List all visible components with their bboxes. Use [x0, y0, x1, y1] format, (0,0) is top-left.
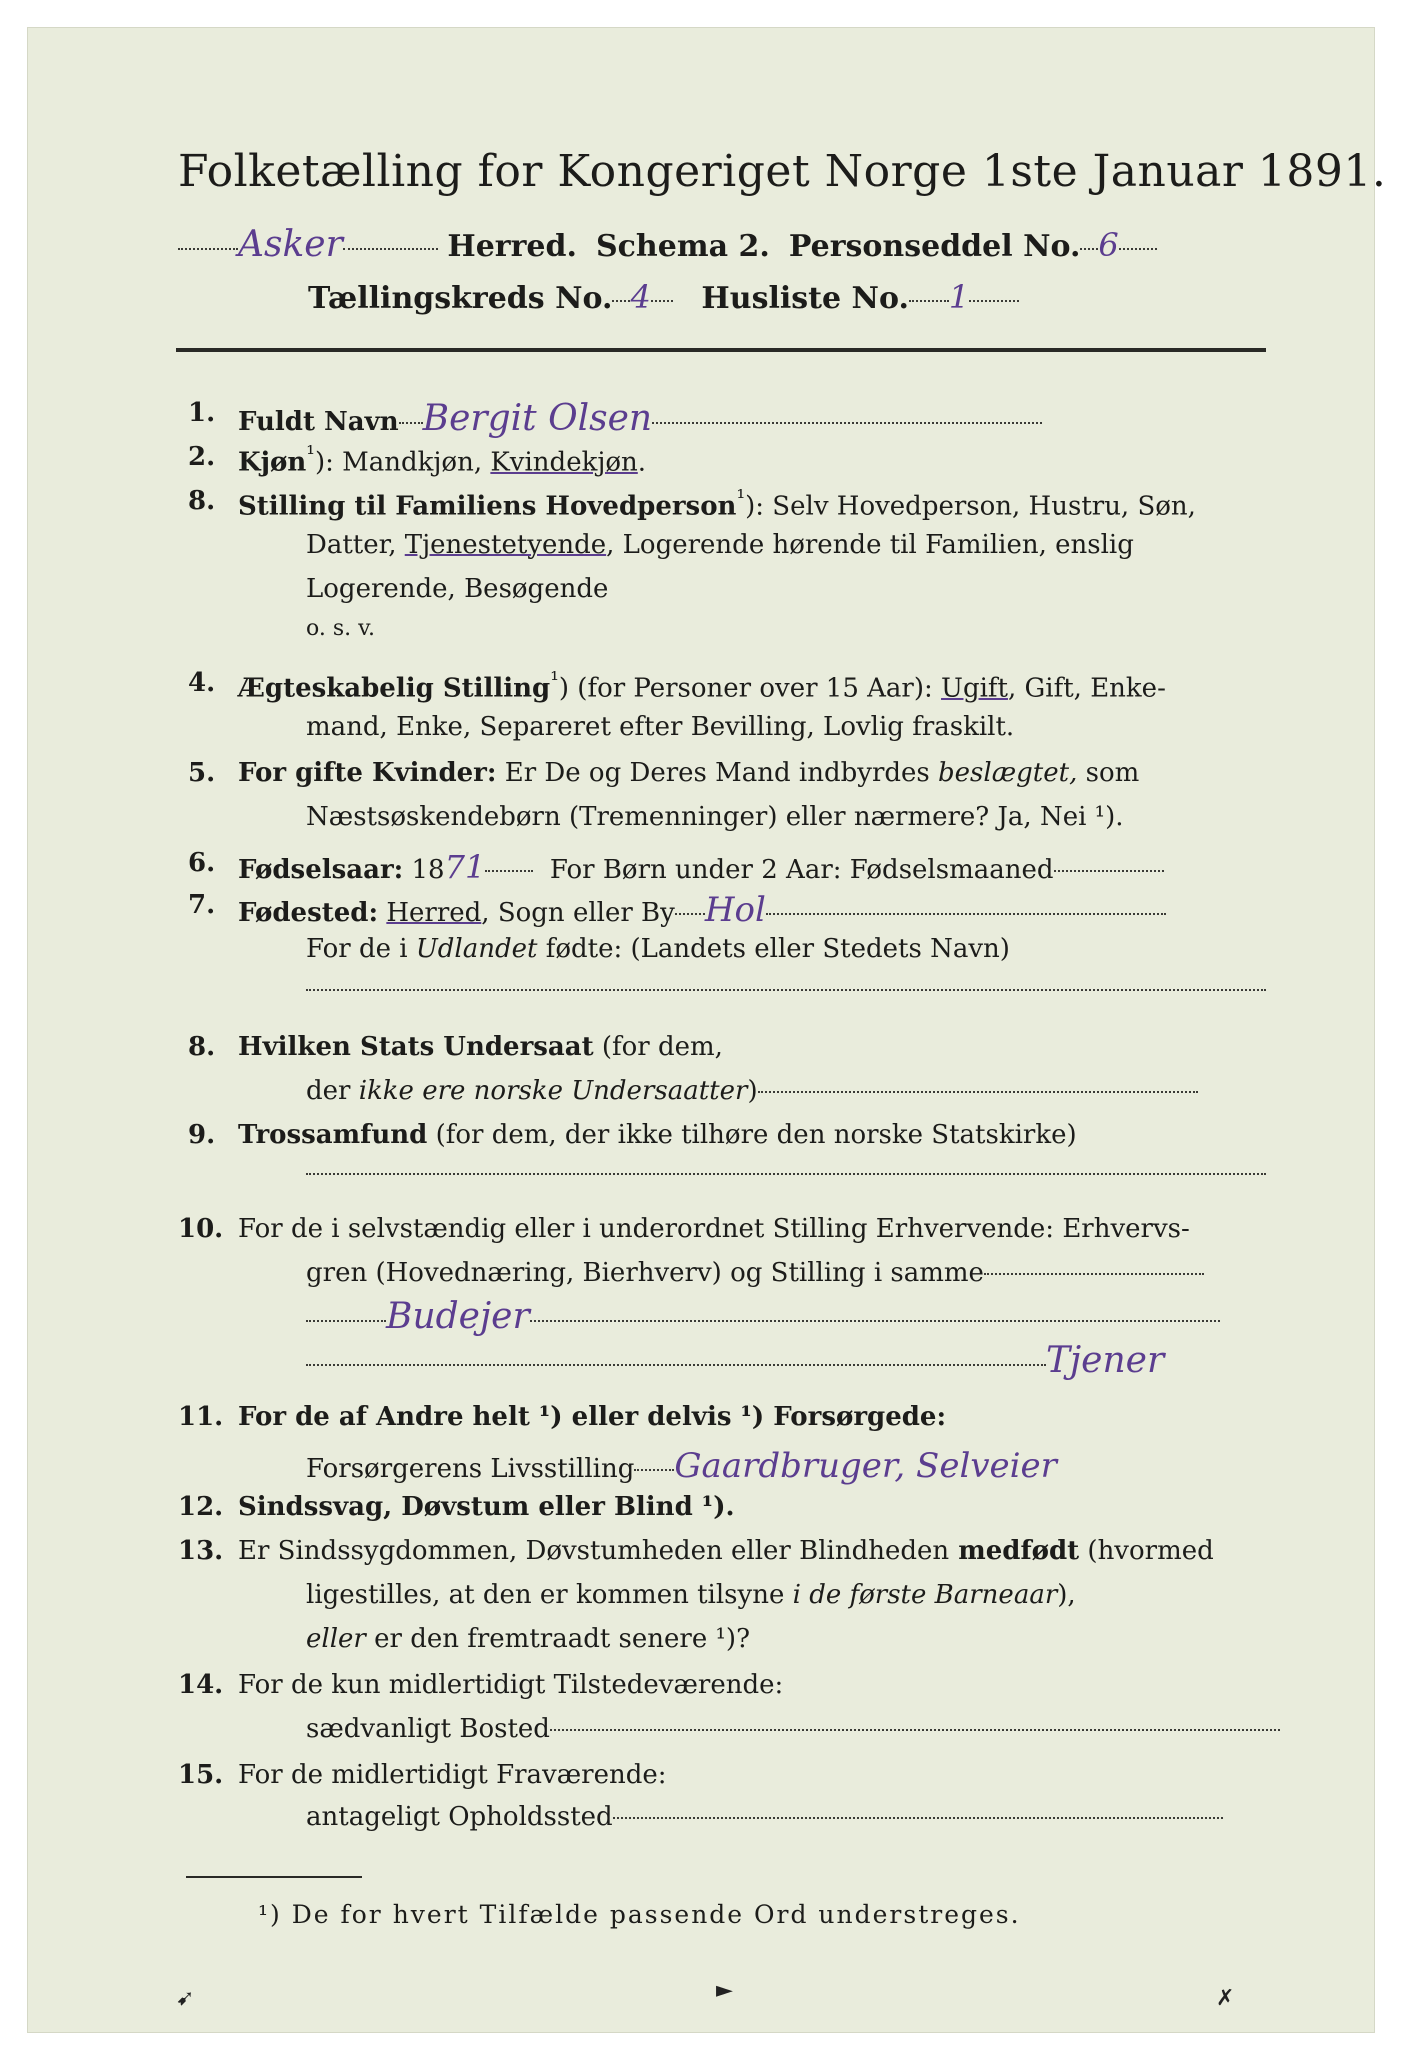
- husliste-value: 1: [948, 278, 970, 316]
- kreds-label: Tællingskreds No.: [308, 281, 613, 316]
- family-position-label: Stilling til Familiens Hovedperson: [238, 491, 737, 522]
- religion-label: Trossamfund: [238, 1120, 428, 1150]
- disability-question: Er Sindssygdommen, Døvstumheden eller Blindheden: [238, 1536, 950, 1566]
- census-form-sheet: [28, 28, 1387, 2032]
- sex-text-c: .: [637, 447, 647, 478]
- field-7-line-2: [306, 934, 1010, 964]
- field-6-number: 6.: [188, 848, 216, 878]
- abroad-text-b: Udlandet: [415, 934, 538, 964]
- field-15-number: 15.: [178, 1760, 224, 1790]
- field-3-line-2: [306, 530, 1134, 560]
- disability-text-2b: i de første Barneaar: [792, 1580, 1058, 1610]
- personseddel-value: 6: [1098, 226, 1119, 264]
- field-11-line-2: [306, 1446, 1057, 1486]
- field-10-line-3: [306, 1296, 1220, 1337]
- family-position-text-c: , Logerende hørende til Familien, enslig: [606, 530, 1134, 560]
- field-7-line-1: [238, 890, 1166, 930]
- corner-mark-right: ✗: [1216, 1986, 1235, 2011]
- citizenship-text-c: ): [747, 1076, 758, 1106]
- field-9-line-1: [238, 1120, 1077, 1150]
- field-3-number: 8.: [188, 486, 216, 516]
- field-4-line-2: mand, Enke, Separeret efter Bevilling, Lovlig fraskilt.: [306, 712, 1015, 742]
- center-mark: ►: [716, 1978, 733, 2003]
- herred-line: [178, 224, 1157, 265]
- field-13-number: 13.: [178, 1536, 224, 1566]
- footnote: ¹) De for hvert Tilfælde passende Ord understreges.: [258, 1900, 1021, 1929]
- field-14-number: 14.: [178, 1670, 224, 1700]
- field-9-blank-line: [306, 1158, 1266, 1188]
- married-text-c: som: [1077, 758, 1140, 788]
- field-13-line-1: [238, 1536, 1214, 1566]
- birthplace-label: Fødested:: [238, 898, 379, 928]
- field-1-number: 1.: [188, 398, 216, 428]
- field-1-row: [238, 398, 1042, 439]
- occupation-text-1: Erhvervs-: [1054, 1214, 1190, 1244]
- abroad-text-a: For de i: [306, 934, 416, 964]
- field-15-line-1: For de midlertidigt Fraværende:: [238, 1760, 667, 1790]
- marital-selected: Ugift: [941, 673, 1008, 704]
- sex-text-a: ): Mandkjøn,: [314, 447, 491, 478]
- marital-text-a: ) (for Personer over 15 Aar):: [558, 673, 942, 704]
- marital-text-c: , Gift, Enke-: [1007, 673, 1166, 704]
- birth-year-label: Fødselsaar:: [238, 855, 404, 885]
- disability-text-b: medfødt: [949, 1536, 1080, 1566]
- field-14-line-2: [306, 1714, 1280, 1744]
- full-name-label: Fuldt Navn: [238, 407, 399, 437]
- field-3-line-1: Stilling til Familiens Hovedperson$^{^1}$): Selv Hovedperson, Hustru, Søn,: [238, 486, 1196, 522]
- herred-value: Asker: [238, 224, 343, 265]
- citizenship-text-1: (for dem,: [593, 1032, 723, 1062]
- family-position-selected: Tjenestetyende: [404, 530, 607, 560]
- occupation-label: For de i selvstændig eller i underordnet Stilling Erhvervende:: [238, 1214, 1055, 1244]
- header-rule: [176, 348, 1266, 352]
- field-11-number: 11.: [178, 1402, 224, 1432]
- temp-residence-label: antageligt Opholdssted: [306, 1802, 613, 1832]
- corner-mark-left: ➹: [176, 1986, 195, 2011]
- field-10-line-1: [238, 1214, 1190, 1244]
- field-2-number: 2.: [188, 442, 216, 472]
- husliste-label: Husliste No.: [701, 281, 909, 316]
- birth-month-label: For Børn under 2 Aar: Fødselsmaaned: [549, 855, 1054, 885]
- field-8-number: 8.: [188, 1032, 216, 1062]
- field-15-line-2: [306, 1802, 1223, 1832]
- birth-year-prefix: 18: [411, 855, 445, 885]
- schema-label: Schema 2.: [596, 229, 770, 264]
- field-12-line-1: Sindssvag, Døvstum eller Blind ¹).: [238, 1492, 735, 1522]
- family-position-options-1: ): Selv Hovedperson, Hustru, Søn,: [745, 491, 1196, 522]
- field-4-line-1: Ægteskabelig Stilling$^{^1}$) (for Personer over 15 Aar): Ugift, Gift, Enke-: [238, 668, 1166, 704]
- family-position-text-a: Datter,: [306, 530, 405, 560]
- personseddel-label: Personseddel No.: [788, 229, 1081, 264]
- sex-footnote-mark: ¹: [306, 442, 315, 467]
- field-12-number: 12.: [178, 1492, 224, 1522]
- field-9-number: 9.: [188, 1120, 216, 1150]
- occupation-text-2: gren (Hovednæring, Bierhverv) og Stilling i samme: [306, 1258, 984, 1288]
- field-5-number: 5.: [188, 758, 216, 788]
- married-text-b: beslægtet,: [938, 758, 1078, 788]
- field-10-line-4: [306, 1340, 1164, 1381]
- abroad-text-c: fødte: (Landets eller Stedets Navn): [537, 934, 1010, 964]
- form-title: Folketælling for Kongeriget Norge 1ste Januar 1891.: [178, 146, 1387, 197]
- provider-label: Forsørgerens Livsstilling: [306, 1454, 635, 1484]
- full-name-value: Bergit Olsen: [422, 398, 653, 439]
- field-13-line-3: [306, 1624, 750, 1654]
- disability-text-3a: eller: [306, 1624, 366, 1654]
- field-3-line-4: o. s. v.: [306, 616, 375, 641]
- birthplace-text-b: , Sogn eller By: [481, 898, 675, 928]
- field-5-line-2: Næstsøskendebørn (Tremenninger) eller nærmere? Ja, Nei ¹).: [306, 802, 1124, 832]
- married-text-a: Er De og Deres Mand indbyrdes: [504, 758, 939, 788]
- field-5-line-1: [238, 758, 1139, 788]
- married-women-label: For gifte Kvinder:: [238, 758, 497, 788]
- sex-label: Kjøn: [238, 447, 307, 478]
- field-8-line-2: [306, 1076, 1198, 1106]
- field-7-blank-line: [306, 974, 1266, 1004]
- disability-text-2a: ligestilles, at den er kommen tilsyne: [306, 1580, 793, 1610]
- field-8-line-1: [238, 1032, 723, 1062]
- field-13-line-2: [306, 1580, 1076, 1610]
- citizenship-text-a: der: [306, 1076, 359, 1106]
- field-10-number: 10.: [178, 1214, 224, 1244]
- citizenship-label: Hvilken Stats Undersaat: [238, 1032, 594, 1062]
- birth-year-value: 71: [444, 848, 486, 886]
- occupation-value-1: Budejer: [386, 1296, 530, 1337]
- disability-text-c: (hvormed: [1079, 1536, 1214, 1566]
- field-7-number: 7.: [188, 890, 216, 920]
- footnote-rule: [186, 1876, 362, 1878]
- citizenship-text-b: ikke ere norske Undersaatter: [358, 1076, 748, 1106]
- field-10-line-2: [306, 1258, 1204, 1288]
- field-4-number: 4.: [188, 668, 216, 698]
- usual-residence-label: sædvanligt Bosted: [306, 1714, 550, 1744]
- field-11-line-1: For de af Andre helt ¹) eller delvis ¹) Forsørgede:: [238, 1402, 947, 1432]
- field-14-line-1: For de kun midlertidigt Tilstedeværende:: [238, 1670, 784, 1700]
- disability-text-2c: ),: [1057, 1580, 1076, 1610]
- field-6-row: [238, 848, 1164, 886]
- birthplace-selected: Herred: [386, 898, 482, 928]
- field-3-line-3: Logerende, Besøgende: [306, 574, 609, 604]
- occupation-value-2: Tjener: [1046, 1340, 1165, 1381]
- kreds-line: [308, 278, 1019, 316]
- kreds-value: 4: [630, 278, 651, 316]
- provider-value: Gaardbruger, Selveier: [674, 1446, 1057, 1486]
- birthplace-value: Hol: [704, 890, 766, 930]
- disability-text-3b: er den fremtraadt senere ¹)?: [365, 1624, 751, 1654]
- sex-selected: Kvindekjøn: [490, 447, 638, 478]
- marital-status-label: Ægteskabelig Stilling: [238, 673, 551, 704]
- religion-text: (for dem, der ikke tilhøre den norske Statskirke): [427, 1120, 1077, 1150]
- field-2-row: [238, 442, 646, 478]
- herred-label: Herred.: [447, 229, 577, 264]
